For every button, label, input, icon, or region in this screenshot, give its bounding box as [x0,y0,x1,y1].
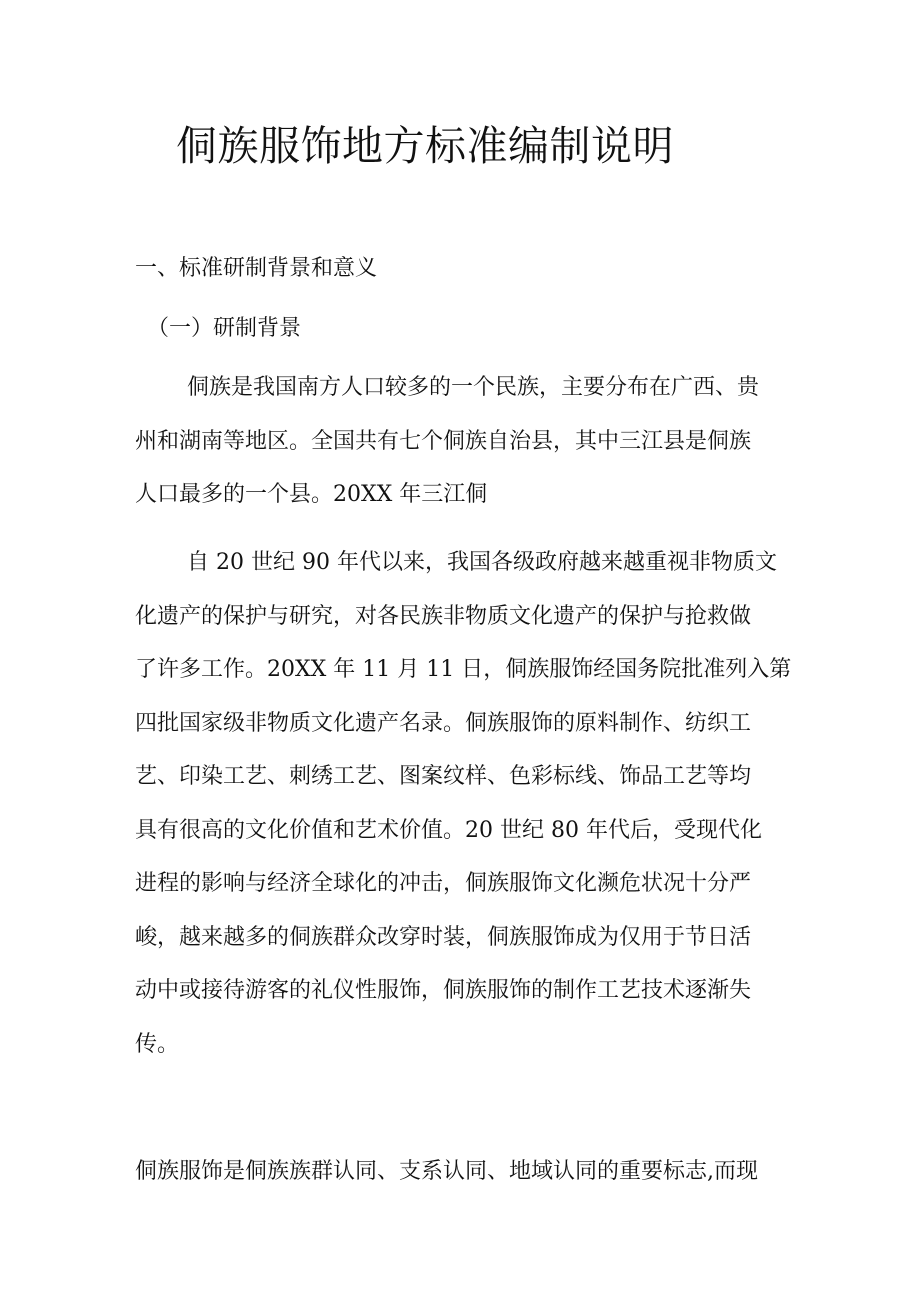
paragraph-line: 人口最多的一个县。20XX 年三江侗 [135,482,488,507]
paragraph-line: 自 20 世纪 90 年代以来，我国各级政府越来越重视非物质文 [187,550,777,575]
page-title: 侗族服饰地方标准编制说明 [176,122,674,170]
paragraph-line: 了许多工作。20XX 年 11 月 11 日，侗族服饰经国务院批准列入第 [135,657,791,682]
paragraph-background-2 [135,548,791,1083]
paragraph-line: 进程的影响与经济全球化的冲击，侗族服饰文化濒危状况十分严 [135,871,752,896]
paragraph-line: 具有很高的文化价值和艺术价值。20 世纪 80 年代后，受现代化 [135,817,762,843]
paragraph-line: 侗族服饰是侗族族群认同、支系认同、地域认同的重要标志,而现 [135,1159,758,1184]
paragraph-line: 传。 [135,1031,180,1057]
paragraph-line: 侗族是我国南方人口较多的一个民族，主要分布在广西、贵 [187,375,760,400]
subsection-heading: （一）研制背景 [147,316,302,341]
paragraph-background-1 [135,373,791,534]
paragraph-line: 州和湖南等地区。全国共有七个侗族自治县，其中三江县是侗族 [135,428,752,454]
paragraph-line: 化遗产的保护与研究，对各民族非物质文化遗产的保护与抢救做 [135,603,752,629]
paragraph-line: 四批国家级非物质文化遗产名录。侗族服饰的原料制作、纺织工 [135,710,752,736]
paragraph-line: 峻，越来越多的侗族群众改穿时装，侗族服饰成为仅用于节日活 [135,924,752,950]
paragraph-line: 动中或接待游客的礼仪性服饰，侗族服饰的制作工艺技术逐渐失 [135,978,752,1003]
section-heading: 一、标准研制背景和意义 [135,256,378,281]
paragraph-line: 艺、印染工艺、刺绣工艺、图案纹样、色彩标线、饰品工艺等均 [135,764,752,789]
paragraph-significance [135,1157,791,1211]
